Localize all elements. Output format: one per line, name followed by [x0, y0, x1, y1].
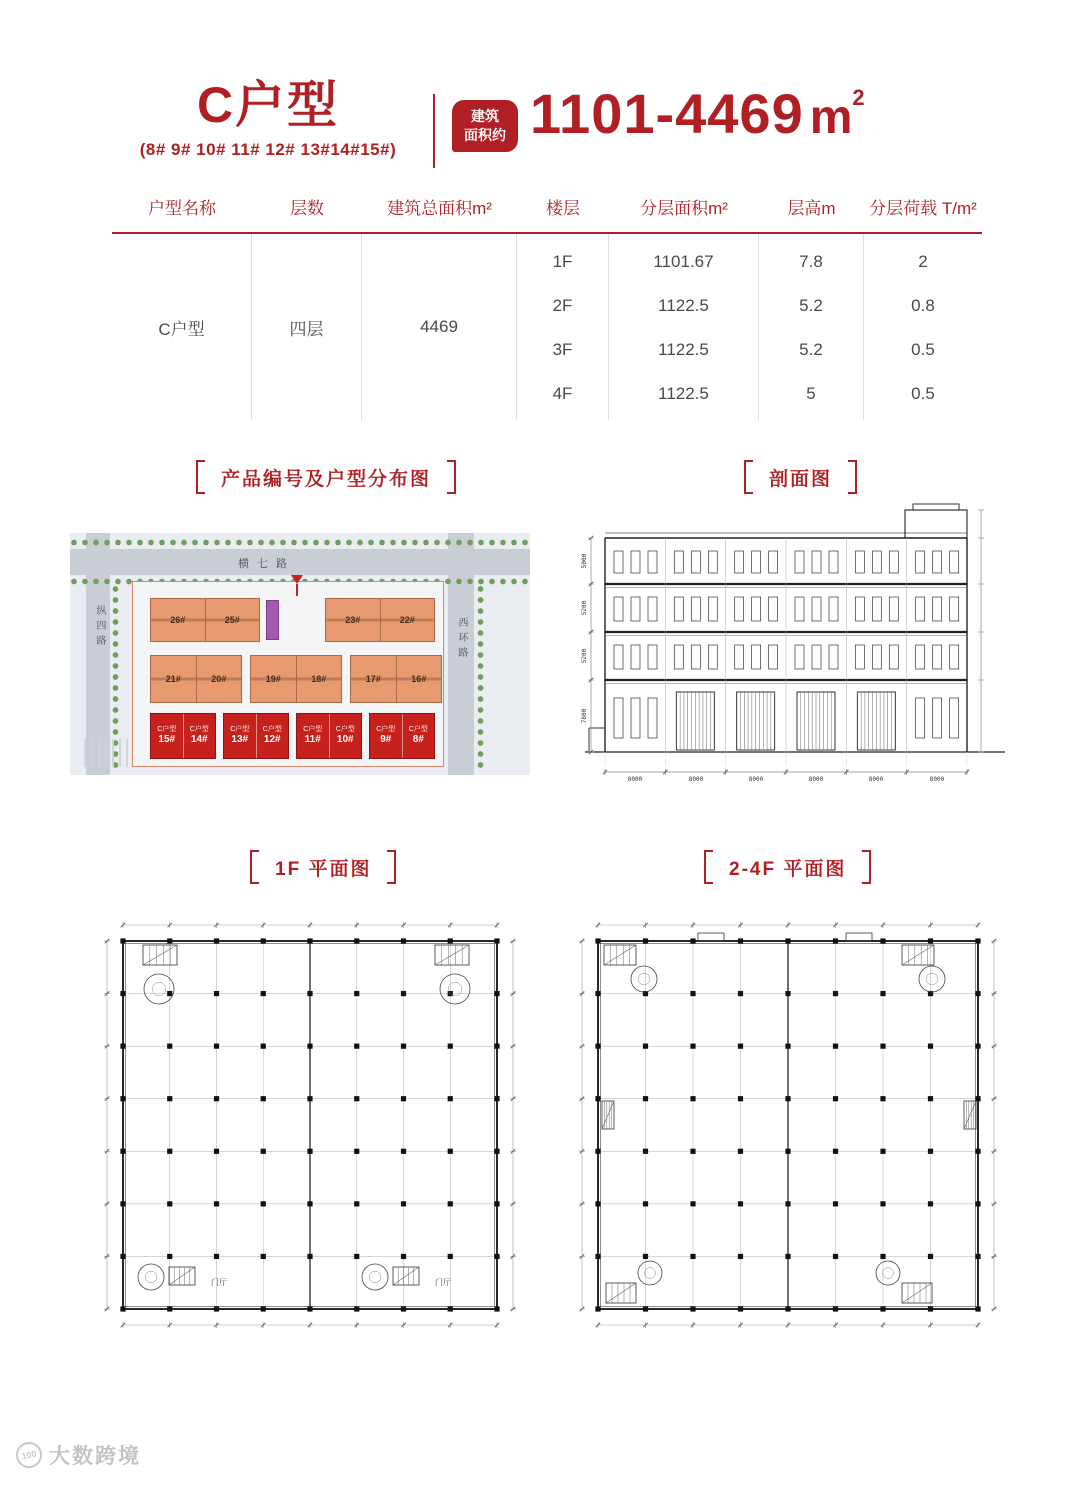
label-plan-1f: 1F 平面图 — [250, 850, 396, 884]
table-header-row — [112, 194, 982, 234]
table-cell: 4F — [552, 384, 573, 403]
building-unit: 25# — [205, 599, 260, 641]
bay-dimension: 8000 — [868, 776, 884, 783]
c-type-unit: C户型 9# — [370, 714, 402, 758]
c-type-unit: C户型 13# — [224, 714, 256, 758]
table-cell: 7.8 — [799, 252, 823, 271]
height-dimension: 7800 — [581, 708, 588, 724]
bay-dimension: 8000 — [748, 776, 764, 783]
lobby-label: 门厅 — [211, 1278, 227, 1287]
building-block — [150, 598, 260, 642]
road-label-left: 纵四路 — [94, 605, 105, 650]
tree-row — [477, 585, 484, 769]
col-header-total-area: 建筑总面积m² — [387, 199, 492, 218]
floor-plan-2-4f — [560, 905, 1010, 1345]
c-type-unit: C户型 14# — [183, 714, 216, 758]
area-badge-line1: 建筑 — [471, 108, 499, 125]
area-badge — [452, 100, 518, 152]
table-cell: 1122.5 — [658, 296, 709, 315]
table-cell: 5 — [806, 384, 816, 403]
header-divider — [433, 94, 435, 168]
floor-area-column — [609, 234, 759, 420]
bracket-right — [862, 850, 871, 884]
building-block — [325, 598, 435, 642]
section-drawing — [575, 500, 1015, 800]
building-unit: 20# — [196, 656, 242, 702]
watermark — [16, 1440, 141, 1470]
building-unit: 17# — [351, 656, 396, 702]
label-plan-2-4f: 2-4F 平面图 — [704, 850, 871, 884]
bracket-right — [848, 460, 857, 494]
c-type-building-block — [369, 713, 435, 759]
bay-dimension: 8000 — [808, 776, 824, 783]
road-label-right: 西环路 — [456, 617, 467, 662]
table-body — [112, 234, 982, 420]
table-cell: 3F — [552, 340, 573, 359]
unit-name-cell: C户型 — [112, 234, 252, 420]
unit-numbers-subtitle: (8# 9# 10# 11# 12# 13#14#15#) — [139, 140, 397, 159]
floor-count-cell: 四层 — [252, 234, 362, 420]
building-unit: 18# — [296, 656, 342, 702]
watermark-text: 大数跨境 — [49, 1445, 141, 1468]
c-type-building-block — [223, 713, 289, 759]
table-cell: 1101.67 — [653, 252, 714, 271]
road-label-top: 横七路 — [238, 558, 295, 570]
table-cell: 1122.5 — [658, 384, 709, 403]
parking-area — [84, 739, 128, 767]
table-cell: 0.8 — [911, 296, 935, 315]
col-header-unit-name: 户型名称 — [148, 199, 216, 218]
table-cell: 0.5 — [911, 340, 935, 359]
table-cell: 2F — [552, 296, 573, 315]
building-unit: 22# — [380, 599, 435, 641]
height-dimension: 5000 — [581, 553, 588, 569]
area-range — [530, 82, 865, 145]
area-range-value: 1101-4469 — [530, 82, 804, 145]
building-block — [250, 655, 342, 703]
table-cell: 5.2 — [799, 296, 823, 315]
page-title: C户型 — [196, 77, 340, 133]
bay-dimension: 8000 — [929, 776, 945, 783]
building-unit: 23# — [326, 599, 380, 641]
lobby-label: 门厅 — [435, 1278, 451, 1287]
c-type-unit: C户型 15# — [151, 714, 183, 758]
bracket-left — [196, 460, 205, 494]
height-dimension: 5200 — [581, 648, 588, 664]
col-header-load: 分层荷载 T/m² — [869, 199, 977, 218]
building-unit: 21# — [151, 656, 196, 702]
bracket-left — [704, 850, 713, 884]
table-cell: 0.5 — [911, 384, 935, 403]
bracket-right — [387, 850, 396, 884]
bracket-left — [250, 850, 259, 884]
table-cell: 1F — [552, 252, 573, 271]
height-dimension: 5200 — [581, 600, 588, 616]
watermark-logo-icon: 100 — [14, 1440, 45, 1471]
c-type-unit: C户型 11# — [297, 714, 329, 758]
entrance-marker-icon — [288, 575, 306, 597]
tree-row — [70, 539, 530, 546]
spec-table — [112, 194, 982, 420]
table-cell: 2 — [918, 252, 928, 271]
table-cell: 5.2 — [799, 340, 823, 359]
bracket-left — [744, 460, 753, 494]
c-type-unit: C户型 8# — [402, 714, 435, 758]
height-column — [759, 234, 864, 420]
c-type-unit: C户型 10# — [329, 714, 362, 758]
load-column — [864, 234, 982, 420]
utility-building — [266, 600, 279, 640]
col-header-floor: 楼层 — [546, 199, 580, 218]
title-block — [118, 77, 418, 160]
floor-column — [517, 234, 609, 420]
c-type-building-block — [296, 713, 362, 759]
site-plan — [70, 533, 530, 775]
total-area-cell: 4469 — [362, 234, 517, 420]
col-header-floor-area: 分层面积m² — [640, 199, 728, 218]
floor-plan-1f — [85, 905, 535, 1345]
table-cell: 1122.5 — [658, 340, 709, 359]
building-unit: 19# — [251, 656, 296, 702]
building-block — [350, 655, 442, 703]
building-block — [150, 655, 242, 703]
bay-dimension: 8000 — [627, 776, 643, 783]
label-distribution-map: 产品编号及户型分布图 — [196, 460, 456, 494]
area-unit: $m^2$ — [809, 85, 865, 144]
building-unit: 16# — [396, 656, 442, 702]
bracket-right — [447, 460, 456, 494]
c-type-building-block — [150, 713, 216, 759]
col-header-floor-count: 层数 — [290, 199, 324, 218]
c-type-unit: C户型 12# — [256, 714, 289, 758]
label-section-view: 剖面图 — [744, 460, 857, 494]
col-header-height: 层高m — [787, 199, 836, 218]
building-unit: 26# — [151, 599, 205, 641]
bay-dimension: 8000 — [688, 776, 704, 783]
area-badge-line2: 面积约 — [464, 127, 506, 143]
